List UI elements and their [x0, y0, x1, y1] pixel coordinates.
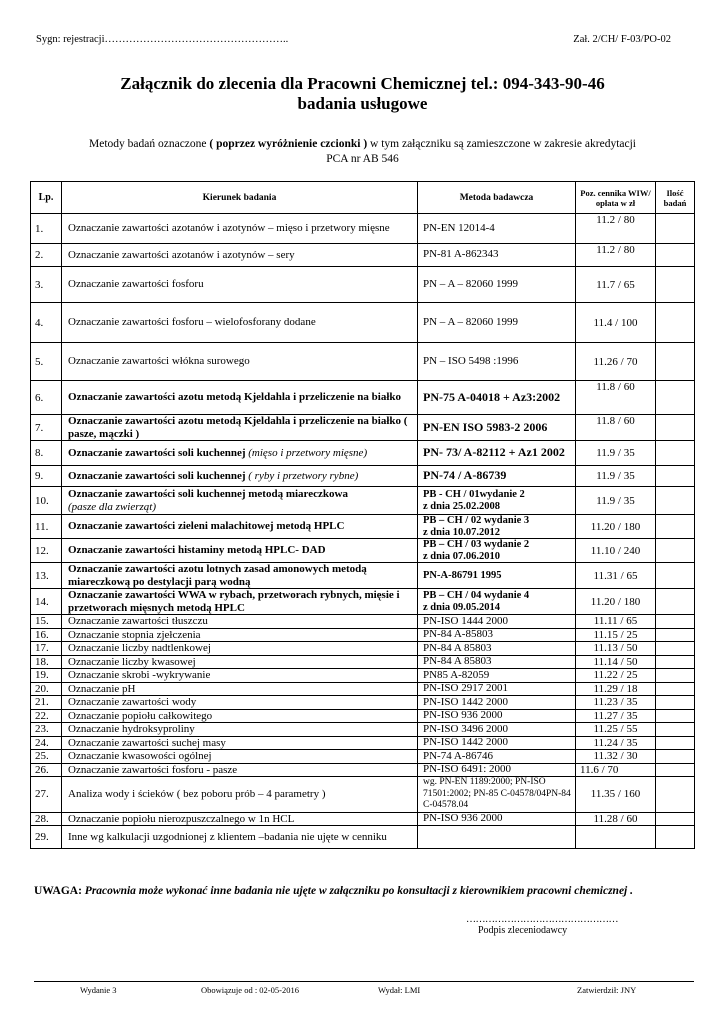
- row-method-text: PN-74 A-86746: [423, 749, 493, 762]
- row-description-text: Oznaczanie pH: [68, 682, 136, 695]
- row-description-text: Oznaczanie kwasowości ogólnej: [68, 750, 212, 762]
- row-method-date: z dnia 10.07.2012: [423, 526, 501, 538]
- table-row: [31, 628, 695, 642]
- row-method-text: PN-84 A 85803: [423, 641, 492, 654]
- row-description: [62, 343, 418, 381]
- row-lp: 2.: [31, 244, 62, 267]
- row-description-text: Oznaczanie zawartości WWA w rybach, przetworach rybnych, mięsie i przetworach mięsnych metodą HPLC: [68, 589, 400, 614]
- header-kierunek: Kierunek badania: [62, 182, 418, 214]
- row-method-text: PN-ISO 1442 2000: [423, 695, 508, 708]
- row-description-text: Oznaczanie popiołu nierozpuszczalnego w 1n HCL: [68, 812, 295, 825]
- row-method-date: z dnia 25.02.2008: [423, 500, 501, 512]
- row-method: [418, 303, 576, 343]
- table-row: [31, 750, 695, 764]
- row-description-text: Oznaczanie zawartości azotu metodą Kjeldahla i przeliczenie na białko ( pasze, mączki ): [68, 415, 408, 440]
- table-row: [31, 709, 695, 723]
- row-method-text: PN-A-86791 1995: [423, 569, 502, 581]
- row-method-text: PB – CH / 03 wydanie 2: [423, 539, 530, 550]
- row-price: [576, 826, 656, 849]
- table-row: [31, 515, 695, 539]
- row-price: 11.23 / 35: [576, 696, 656, 710]
- row-method-text: PN – A – 82060 1999: [423, 315, 519, 328]
- row-method: [418, 466, 576, 487]
- row-method-text: PN-EN 12014-4: [423, 221, 495, 234]
- row-method: [418, 812, 576, 826]
- row-method-text: PN-ISO 3496 2000: [423, 722, 508, 735]
- row-method: [418, 539, 576, 563]
- row-quantity-field[interactable]: [656, 244, 695, 267]
- row-method-text: PB – CH / 04 wydanie 4: [423, 590, 530, 601]
- table-row: [31, 214, 695, 244]
- row-description-text: Oznaczanie zawartości soli kuchennej: [68, 469, 246, 482]
- row-quantity-field[interactable]: [656, 466, 695, 487]
- footer-approved-by: Zatwierdził: JNY: [577, 985, 637, 995]
- row-method-text: PN-84 A-85803: [423, 628, 493, 640]
- row-lp: 26.: [31, 763, 62, 777]
- footer-issued-by: Wydał: LMI: [378, 985, 421, 995]
- row-method-text: PN- 73/ A-82112 + Az1 2002: [423, 445, 565, 460]
- row-description: [62, 415, 418, 441]
- row-method-text: PN-75 A-04018 + Az3:2002: [423, 389, 561, 404]
- row-price: 11.10 / 240: [576, 539, 656, 563]
- row-description: [62, 381, 418, 415]
- row-method: [418, 343, 576, 381]
- row-description-text: Oznaczanie zawartości soli kuchennej metodą miareczkowa: [68, 488, 348, 500]
- table-row: [31, 669, 695, 683]
- row-method: [418, 515, 576, 539]
- row-quantity-field[interactable]: [656, 736, 695, 750]
- table-row: [31, 696, 695, 710]
- row-quantity-field[interactable]: [656, 696, 695, 710]
- row-method-text: PN – ISO 5498 :1996: [423, 354, 519, 367]
- table-row: [31, 441, 695, 466]
- page-header: [36, 34, 685, 48]
- row-lp: 24.: [31, 736, 62, 750]
- row-method-text: PN-EN ISO 5983-2 2006: [423, 419, 548, 434]
- row-description-text: Oznaczanie liczby nadtlenkowej: [68, 642, 211, 654]
- row-lp: 8.: [31, 441, 62, 466]
- row-method: [418, 655, 576, 669]
- row-description-note: (mięso i przetwory mięsne): [245, 446, 368, 459]
- table-row: [31, 812, 695, 826]
- row-quantity-field[interactable]: [656, 441, 695, 466]
- row-lp: 13.: [31, 563, 62, 589]
- row-method-text: PN-ISO 1442 2000: [423, 736, 508, 748]
- row-price: 11.20 / 180: [576, 515, 656, 539]
- row-price: 11.7 / 65: [576, 267, 656, 303]
- row-lp: 18.: [31, 655, 62, 669]
- table-row: [31, 539, 695, 563]
- row-lp: 3.: [31, 267, 62, 303]
- row-method: [418, 709, 576, 723]
- row-method: [418, 441, 576, 466]
- row-lp: 12.: [31, 539, 62, 563]
- row-quantity-field[interactable]: [656, 669, 695, 683]
- title-line-1: Załącznik do zlecenia dla Pracowni Chemicznej tel.: 094-343-90-46: [120, 74, 605, 93]
- header-lp: Lp.: [31, 182, 62, 214]
- table-row: [31, 655, 695, 669]
- row-lp: 11.: [31, 515, 62, 539]
- row-description: [62, 214, 418, 244]
- row-description: [62, 515, 418, 539]
- row-method-text: PN – A – 82060 1999: [423, 277, 519, 290]
- row-price: 11.26 / 70: [576, 343, 656, 381]
- table-row: [31, 487, 695, 515]
- row-method: [418, 723, 576, 737]
- row-method-text: PN-ISO 6491: 2000: [423, 763, 512, 775]
- table-row: [31, 589, 695, 615]
- row-quantity-field[interactable]: [656, 812, 695, 826]
- row-method-date: z dnia 07.06.2010: [423, 550, 501, 562]
- row-price: 11.27 / 35: [576, 709, 656, 723]
- row-quantity-field[interactable]: [656, 750, 695, 764]
- row-quantity-field[interactable]: [656, 563, 695, 589]
- row-description: [62, 303, 418, 343]
- table-row: [31, 736, 695, 750]
- row-lp: 17.: [31, 642, 62, 656]
- row-method-text: PN-ISO 936 2000: [423, 812, 503, 824]
- table-row: [31, 466, 695, 487]
- table-row: [31, 826, 695, 849]
- row-method: [418, 615, 576, 629]
- row-description-note: (pasze dla zwierząt): [68, 500, 156, 513]
- title-line-2: badania usługowe: [297, 94, 428, 113]
- row-lp: 22.: [31, 709, 62, 723]
- row-lp: 1.: [31, 214, 62, 244]
- row-description: [62, 763, 418, 777]
- row-description-text: Oznaczanie zawartości azotanów i azotynów – mięso i przetwory mięsne: [68, 222, 390, 235]
- row-description: [62, 466, 418, 487]
- row-method: [418, 415, 576, 441]
- row-quantity-field[interactable]: [656, 343, 695, 381]
- row-quantity-field[interactable]: [656, 303, 695, 343]
- row-description-text: Oznaczanie zawartości fosforu – wielofosforany dodane: [68, 316, 316, 329]
- row-description-text: Oznaczanie zawartości histaminy metodą HPLC- DAD: [68, 544, 326, 557]
- row-quantity-field[interactable]: [656, 487, 695, 515]
- row-description-text: Oznaczanie zawartości fosforu - pasze: [68, 763, 238, 776]
- table-row: [31, 563, 695, 589]
- table-row: [31, 682, 695, 696]
- table-row: [31, 642, 695, 656]
- row-description: [62, 826, 418, 849]
- row-lp: 6.: [31, 381, 62, 415]
- row-method: [418, 642, 576, 656]
- table-row: [31, 303, 695, 343]
- row-quantity-field[interactable]: [656, 709, 695, 723]
- row-quantity-field[interactable]: [656, 214, 695, 244]
- row-description: [62, 589, 418, 615]
- row-lp: 7.: [31, 415, 62, 441]
- row-quantity-field[interactable]: [656, 655, 695, 669]
- row-price: 11.29 / 18: [576, 682, 656, 696]
- row-price: 11.28 / 60: [576, 812, 656, 826]
- row-method-text: wg. PN-EN 1189:2000; PN-ISO 71501:2002; PN-85 C-04578/04PN-84 C-04578.04: [423, 777, 571, 810]
- row-price: 11.2 / 80: [576, 244, 656, 267]
- row-description: [62, 669, 418, 683]
- row-description-text: Oznaczanie zawartości fosforu: [68, 278, 204, 291]
- note-label: UWAGA:: [34, 885, 82, 897]
- intro-post: w tym załączniku są zamieszczone w zakresie akredytacji: [367, 138, 636, 150]
- row-description: [62, 682, 418, 696]
- row-lp: 21.: [31, 696, 62, 710]
- row-description: [62, 615, 418, 629]
- row-quantity-field[interactable]: [656, 723, 695, 737]
- row-method: [418, 563, 576, 589]
- row-method: [418, 750, 576, 764]
- row-method: [418, 628, 576, 642]
- row-method-text: PN-84 A 85803: [423, 655, 492, 667]
- header-ilosc: Ilość badań: [656, 182, 695, 214]
- row-price: 11.4 / 100: [576, 303, 656, 343]
- row-method: [418, 487, 576, 515]
- row-quantity-field[interactable]: [656, 615, 695, 629]
- row-quantity-field[interactable]: [656, 267, 695, 303]
- header-metoda: Metoda badawcza: [418, 182, 576, 214]
- form-code: Zał. 2/CH/ F-03/PO-02: [573, 34, 671, 45]
- row-description-note: ( ryby i przetwory rybne): [245, 469, 359, 482]
- row-method-text: PN-81 A-862343: [423, 248, 499, 261]
- row-price: 11.24 / 35: [576, 736, 656, 750]
- row-lp: 9.: [31, 466, 62, 487]
- row-method: [418, 244, 576, 267]
- row-lp: 25.: [31, 750, 62, 764]
- row-lp: 20.: [31, 682, 62, 696]
- row-description-text: Oznaczanie zawartości azotu metodą Kjeldahla i przeliczenie na białko: [68, 391, 402, 404]
- row-description: [62, 267, 418, 303]
- row-price: 11.22 / 25: [576, 669, 656, 683]
- row-description-text: Oznaczanie zawartości azotu lotnych zasad amonowych metodą miareczkową po destylacji parą wodną: [68, 563, 367, 588]
- row-method: [418, 777, 576, 813]
- table-row: [31, 723, 695, 737]
- row-description: [62, 812, 418, 826]
- row-price: 11.11 / 65: [576, 615, 656, 629]
- intro-line-1: [40, 137, 685, 152]
- row-method: [418, 589, 576, 615]
- header-poz: Poz. cennika WIW/ opłata w zł: [576, 182, 656, 214]
- row-description: [62, 487, 418, 515]
- row-lp: 19.: [31, 669, 62, 683]
- row-quantity-field[interactable]: [656, 589, 695, 615]
- row-price: 11.9 / 35: [576, 487, 656, 515]
- row-description-text: Oznaczanie zawartości tłuszczu: [68, 615, 208, 627]
- row-quantity-field[interactable]: [656, 777, 695, 813]
- note-text: Pracownia może wykonać inne badania nie ujęte w załączniku po konsultacji z kierownikiem pracowni chemicznej .: [81, 885, 634, 897]
- row-description: [62, 750, 418, 764]
- table-row: [31, 777, 695, 813]
- row-method-text: PB - CH / 01wydanie 2: [423, 489, 525, 500]
- row-quantity-field[interactable]: [656, 763, 695, 777]
- row-price: 11.25 / 55: [576, 723, 656, 737]
- row-description-text: Oznaczanie zawartości suchej masy: [68, 736, 226, 749]
- row-price: 11.20 / 180: [576, 589, 656, 615]
- row-quantity-field[interactable]: [656, 682, 695, 696]
- row-description: [62, 709, 418, 723]
- row-method-date: z dnia 09.05.2014: [423, 601, 501, 613]
- row-method: [418, 736, 576, 750]
- row-method-text: PN-74 / A-86739: [423, 468, 507, 483]
- row-quantity-field[interactable]: [656, 539, 695, 563]
- row-price: 11.14 / 50: [576, 655, 656, 669]
- row-method-text: PB – CH / 02 wydanie 3: [423, 515, 530, 526]
- row-description-text: Oznaczanie liczby kwasowej: [68, 655, 196, 668]
- row-lp: 14.: [31, 589, 62, 615]
- footer-edition: Wydanie 3: [80, 985, 117, 995]
- table-row: [31, 381, 695, 415]
- table-row: [31, 615, 695, 629]
- row-method: [418, 763, 576, 777]
- row-price: 11.9 / 35: [576, 466, 656, 487]
- row-description-text: Oznaczanie zawartości azotanów i azotynów – sery: [68, 248, 295, 261]
- registration-signature-label: Sygn: rejestracji……………………………………………..: [36, 34, 289, 45]
- row-description: [62, 642, 418, 656]
- row-lp: 27.: [31, 777, 62, 813]
- signature-label: Podpis zleceniodawcy: [478, 925, 568, 936]
- row-price: 11.15 / 25: [576, 628, 656, 642]
- footer-valid-from: Obowiązuje od : 02-05-2016: [201, 985, 299, 995]
- row-method-text: PN85 A-82059: [423, 668, 490, 681]
- row-method: [418, 669, 576, 683]
- row-price: 11.31 / 65: [576, 563, 656, 589]
- row-method-text: PN-ISO 1444 2000: [423, 614, 508, 627]
- row-method: [418, 826, 576, 849]
- note: [34, 885, 694, 897]
- row-price: 11.9 / 35: [576, 441, 656, 466]
- row-method: [418, 381, 576, 415]
- row-lp: 23.: [31, 723, 62, 737]
- row-description-text: Oznaczanie popiołu całkowitego: [68, 709, 213, 722]
- row-description: [62, 777, 418, 813]
- row-description-text: Oznaczanie zawartości wody: [68, 696, 197, 708]
- row-lp: 5.: [31, 343, 62, 381]
- table-row: [31, 267, 695, 303]
- row-price: 11.8 / 60: [576, 415, 656, 441]
- row-description-text: Oznaczanie hydroksyproliny: [68, 723, 195, 735]
- row-description-text: Analiza wody i ścieków ( bez poboru prób – 4 parametry ): [68, 788, 326, 800]
- row-description: [62, 723, 418, 737]
- row-quantity-field[interactable]: [656, 826, 695, 849]
- table-row: [31, 343, 695, 381]
- row-description-text: Oznaczanie zawartości soli kuchennej: [68, 446, 246, 459]
- row-description: [62, 441, 418, 466]
- row-price: 11.13 / 50: [576, 642, 656, 656]
- row-quantity-field[interactable]: [656, 415, 695, 441]
- row-price: 11.32 / 30: [576, 750, 656, 764]
- table-row: [31, 244, 695, 267]
- row-method: [418, 682, 576, 696]
- intro-pre: Metody badań oznaczone: [89, 138, 210, 150]
- row-price: 11.2 / 80: [576, 214, 656, 244]
- intro-line-2: PCA nr AB 546: [326, 153, 399, 165]
- row-description-text: Oznaczanie zawartości zieleni malachitowej metodą HPLC: [68, 520, 345, 533]
- intro-bold: ( poprzez wyróżnienie czcionki ): [209, 138, 368, 150]
- table-row: [31, 763, 695, 777]
- row-price: 11.35 / 160: [576, 777, 656, 813]
- table-row: [31, 415, 695, 441]
- footer-divider: [34, 981, 694, 982]
- row-method: [418, 696, 576, 710]
- row-method: [418, 267, 576, 303]
- row-description: [62, 696, 418, 710]
- document-title: [0, 74, 725, 114]
- row-method-text: PN-ISO 2917 2001: [423, 682, 508, 694]
- row-quantity-field[interactable]: [656, 642, 695, 656]
- row-method-text: PN-ISO 936 2000: [423, 709, 503, 721]
- row-quantity-field[interactable]: [656, 381, 695, 415]
- row-lp: 28.: [31, 812, 62, 826]
- tests-table: [30, 181, 695, 849]
- row-price: 11.8 / 60: [576, 381, 656, 415]
- signature-line: …………………………………………: [466, 914, 618, 925]
- row-description: [62, 655, 418, 669]
- row-description: [62, 563, 418, 589]
- row-description-text: Oznaczanie stopnia zjełczenia: [68, 628, 201, 641]
- row-description: [62, 244, 418, 267]
- row-method: [418, 214, 576, 244]
- row-description: [62, 628, 418, 642]
- row-lp: 16.: [31, 628, 62, 642]
- row-description: [62, 539, 418, 563]
- intro-text: [40, 137, 685, 167]
- row-lp: 4.: [31, 303, 62, 343]
- table-header-row: [31, 182, 695, 214]
- row-description-text: Inne wg kalkulacji uzgodnionej z klientem –badania nie ujęte w cenniku: [68, 830, 387, 843]
- row-description: [62, 736, 418, 750]
- row-description-text: Oznaczanie zawartości włókna surowego: [68, 355, 250, 368]
- row-description-text: Oznaczanie skrobi -wykrywanie: [68, 669, 211, 681]
- row-quantity-field[interactable]: [656, 628, 695, 642]
- row-price: 11.6 / 70: [576, 763, 656, 777]
- row-lp: 29.: [31, 826, 62, 849]
- row-lp: 10.: [31, 487, 62, 515]
- row-lp: 15.: [31, 615, 62, 629]
- row-quantity-field[interactable]: [656, 515, 695, 539]
